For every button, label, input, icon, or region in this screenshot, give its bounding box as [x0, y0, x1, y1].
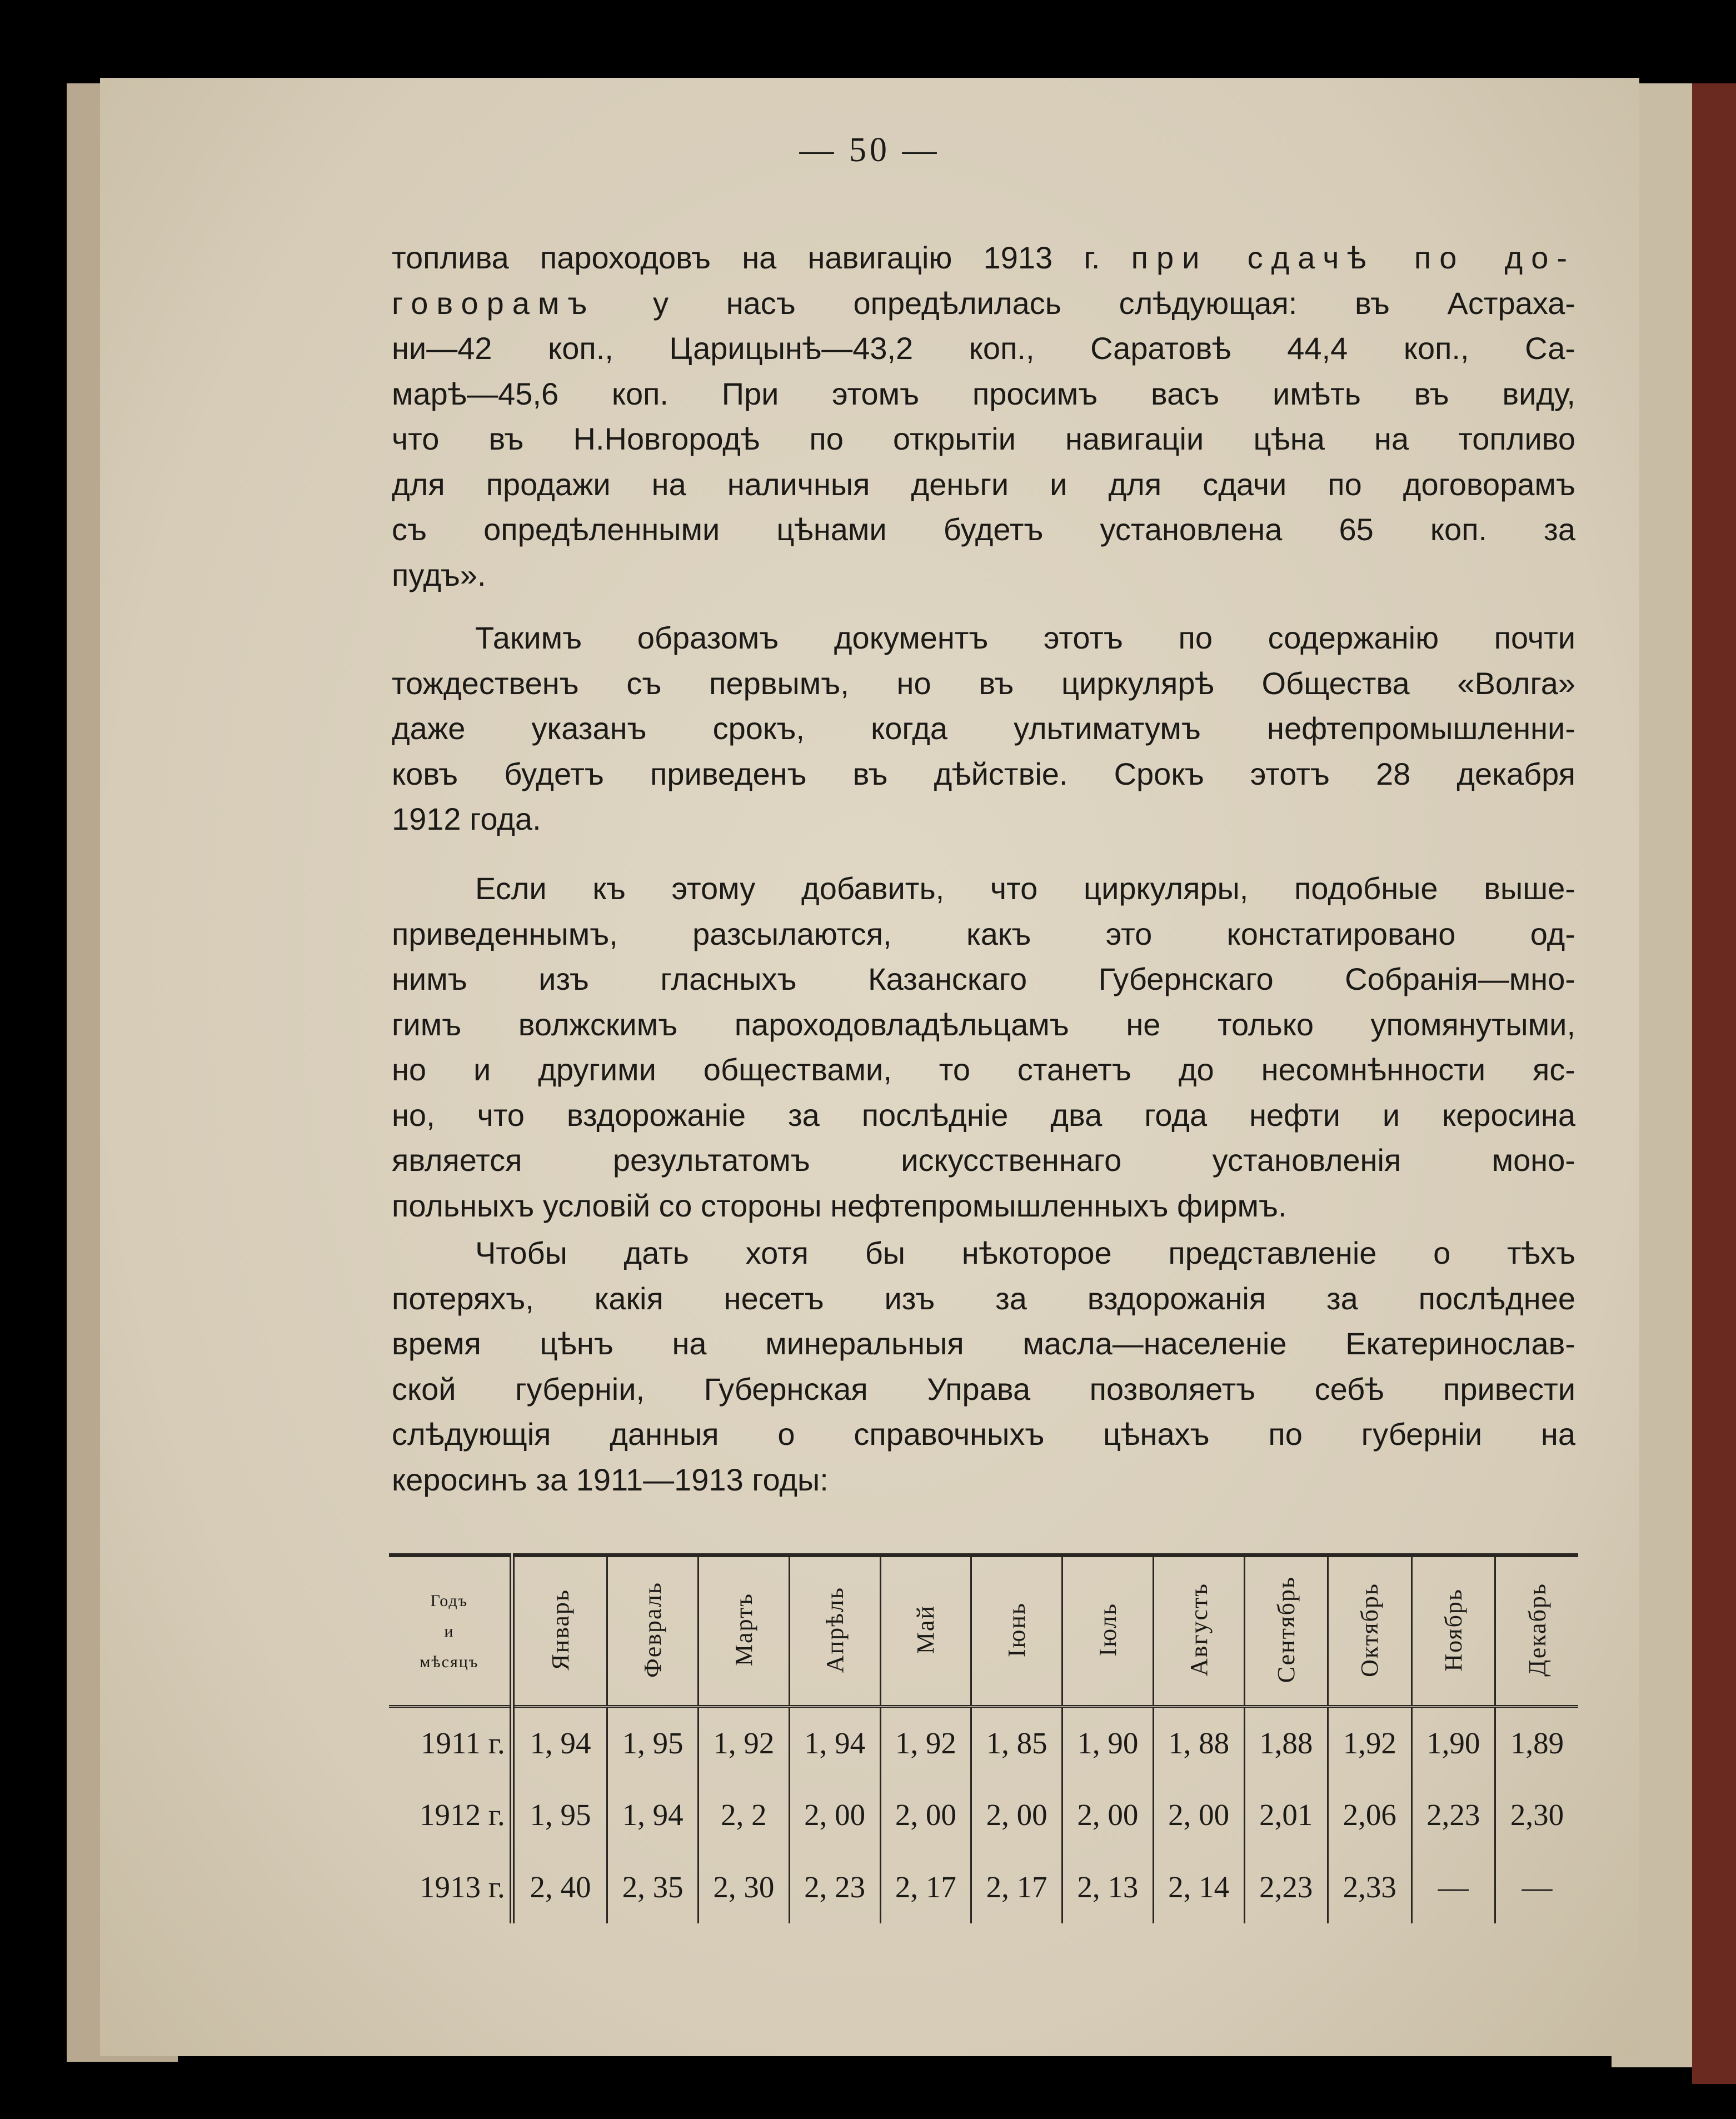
text-line: 1912 года. [392, 801, 541, 836]
paragraph-4 [392, 1230, 1575, 1502]
text-line: время цѣнъ на минеральныя масла—населеніе Екатеринослав- [392, 1326, 1575, 1361]
price-cell: 2,23 [1244, 1851, 1328, 1923]
price-cell: 2,30 [1495, 1779, 1579, 1851]
price-cell: 1, 90 [1062, 1707, 1154, 1779]
text-line: для продажи на наличныя деньги и для сдачи по договорамъ [392, 466, 1575, 502]
price-cell: 2, 17 [880, 1851, 971, 1923]
page-number: — 50 — [799, 131, 940, 169]
month-header: Мартъ [699, 1555, 790, 1707]
price-cell: 1,89 [1495, 1707, 1579, 1779]
text-line: керосинъ за 1911—1913 годы: [392, 1462, 829, 1497]
text-line: ской губерніи, Губернская Управа позволяетъ себѣ привести [392, 1371, 1575, 1407]
month-header: Декабрь [1495, 1555, 1579, 1707]
text-line: гимъ волжскимъ пароходовладѣльцамъ не только упомянутыми, [392, 1006, 1575, 1042]
row-year: 1912 г. [419, 1798, 505, 1832]
price-cell: 2,06 [1328, 1779, 1411, 1851]
paragraph-3 [392, 866, 1575, 1228]
price-cell: — [1411, 1851, 1495, 1923]
row-year: 1913 г. [419, 1870, 505, 1904]
text-line: Если къ этому добавить, что циркуляры, подобные выше- [475, 871, 1575, 906]
text-line: польныхъ условій со стороны нефтепромышленныхъ фирмъ. [392, 1188, 1287, 1223]
text-line: даже указанъ срокъ, когда ультиматумъ нефтепромышленни- [392, 711, 1575, 746]
price-cell: 2, 40 [512, 1851, 607, 1923]
text-line: является результатомъ искусственнаго установленія моно- [392, 1143, 1575, 1178]
price-cell: 2, 14 [1153, 1851, 1244, 1923]
price-cell: 2,01 [1244, 1779, 1328, 1851]
price-cell: 2, 17 [971, 1851, 1062, 1923]
price-cell: 2, 13 [1062, 1851, 1154, 1923]
table-header-row [389, 1555, 1578, 1707]
month-header: Апрѣль [789, 1555, 880, 1707]
year-month-header: Годъ и мѣсяцъ [389, 1555, 512, 1707]
table-row [389, 1851, 1578, 1923]
month-header: Іюль [1062, 1555, 1154, 1707]
text-line: Чтобы дать хотя бы нѣкоторое представленіе о тѣхъ [475, 1235, 1575, 1270]
price-cell: 1, 95 [607, 1707, 699, 1779]
text-line: что въ Н.Новгородѣ по открытіи навигаціи цѣна на топливо [392, 421, 1575, 456]
price-cell: 2, 00 [789, 1779, 880, 1851]
month-header: Февраль [607, 1555, 699, 1707]
row-year: 1911 г. [420, 1726, 505, 1761]
price-cell: 2,33 [1328, 1851, 1411, 1923]
month-header: Іюнь [971, 1555, 1062, 1707]
text-line: слѣдующія данныя о справочныхъ цѣнахъ по губерніи на [392, 1417, 1575, 1452]
paragraph-1 [392, 235, 1575, 597]
text-line: пудъ». [392, 557, 486, 592]
price-cell: 2, 00 [880, 1779, 971, 1851]
text-line: но и другими обществами, то станетъ до несомнѣнности яс- [392, 1052, 1575, 1087]
text-line: топлива пароходовъ на навигацію 1913 г. при сдачѣ по до- [392, 240, 1575, 275]
text-line: нимъ изъ гласныхъ Казанскаго Губернскаго Собранія—мно- [392, 961, 1575, 996]
price-cell: 1, 94 [607, 1779, 699, 1851]
price-cell: 2, 30 [699, 1851, 790, 1923]
text-line: приведеннымъ, разсылаются, какъ это констатировано од- [392, 916, 1575, 951]
text-line: марѣ—45,6 коп. При этомъ просимъ васъ имѣть въ виду, [392, 376, 1575, 411]
price-cell: 1, 92 [880, 1707, 971, 1779]
table-row [389, 1707, 1578, 1779]
price-cell: 1, 94 [789, 1707, 880, 1779]
text-line: тождественъ съ первымъ, но въ циркулярѣ Общества «Волга» [392, 665, 1575, 701]
price-cell: 1, 88 [1153, 1707, 1244, 1779]
price-cell: 1, 85 [971, 1707, 1062, 1779]
month-header: Май [880, 1555, 971, 1707]
price-cell: — [1495, 1851, 1579, 1923]
text-line: ковъ будетъ приведенъ въ дѣйствіе. Срокъ этотъ 28 декабря [392, 756, 1575, 791]
price-cell: 1, 95 [512, 1779, 607, 1851]
price-cell: 1, 94 [512, 1707, 607, 1779]
text-line: потеряхъ, какія несетъ изъ за вздорожанія за послѣднее [392, 1280, 1575, 1316]
month-header: Январь [512, 1555, 607, 1707]
price-cell: 2, 23 [789, 1851, 880, 1923]
text-line: говорамъ у насъ опредѣлилась слѣдующая: въ Астраха- [392, 285, 1575, 321]
book-page [100, 78, 1639, 2056]
kerosene-price-table [389, 1553, 1578, 1923]
price-cell: 1,92 [1328, 1707, 1411, 1779]
table-row [389, 1779, 1578, 1851]
book-cover-right [1692, 83, 1736, 2084]
price-cell: 2, 00 [971, 1779, 1062, 1851]
month-header: Октябрь [1328, 1555, 1411, 1707]
price-cell: 2, 2 [699, 1779, 790, 1851]
month-header: Ноябрь [1411, 1555, 1495, 1707]
text-line: но, что вздорожаніе за послѣдніе два года нефти и керосина [392, 1097, 1575, 1133]
text-line: ни—42 коп., Царицынѣ—43,2 коп., Саратовѣ 44,4 коп., Са- [392, 331, 1575, 366]
price-cell: 1,88 [1244, 1707, 1328, 1779]
paragraph-2 [392, 615, 1575, 842]
text-line: съ опредѣленными цѣнами будетъ установлена 65 коп. за [392, 512, 1575, 547]
price-cell: 2, 00 [1062, 1779, 1154, 1851]
price-cell: 1,90 [1411, 1707, 1495, 1779]
price-cell: 2,23 [1411, 1779, 1495, 1851]
price-cell: 2, 00 [1153, 1779, 1244, 1851]
month-header: Сентябрь [1244, 1555, 1328, 1707]
price-cell: 2, 35 [607, 1851, 699, 1923]
month-header: Августъ [1153, 1555, 1244, 1707]
price-cell: 1, 92 [699, 1707, 790, 1779]
text-line: Такимъ образомъ документъ этотъ по содержанію почти [475, 620, 1575, 655]
